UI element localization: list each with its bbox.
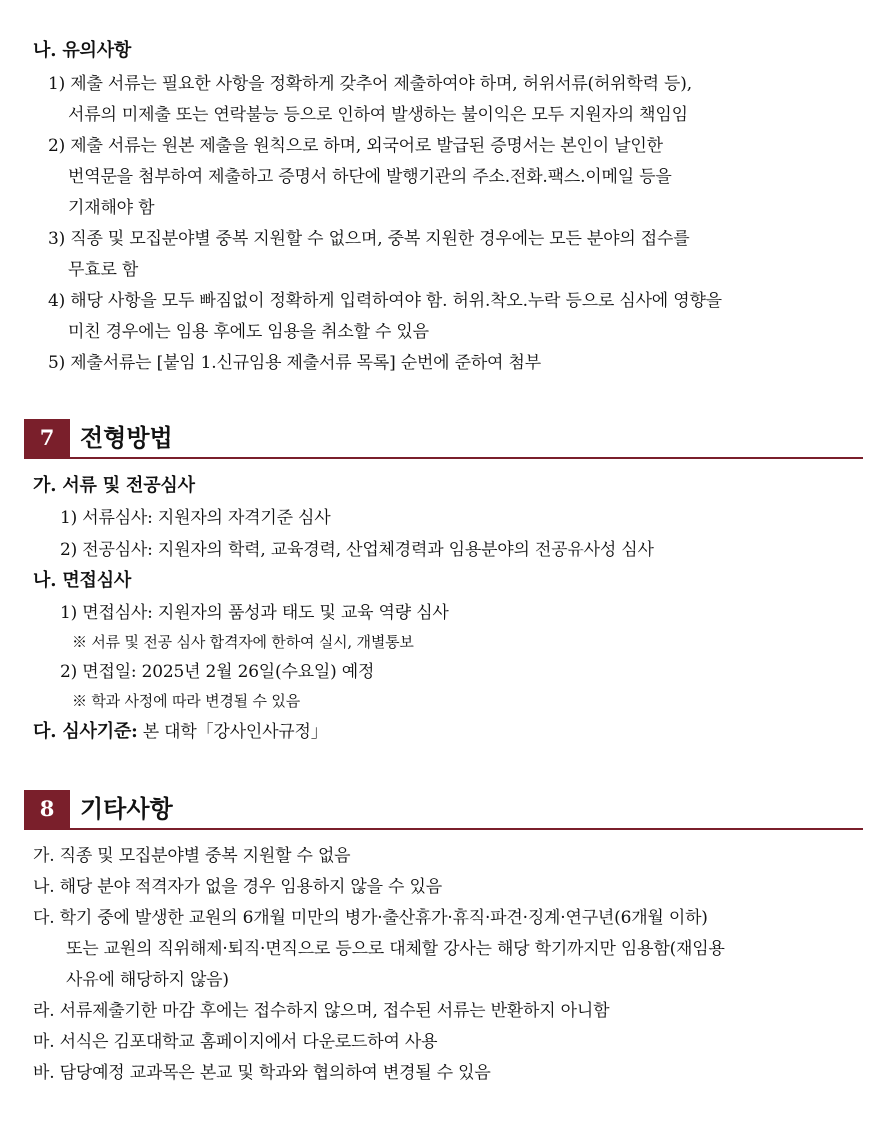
section-8-item-ga: 가. 직종 및 모집분야별 중복 지원할 수 없음 [33,846,351,866]
notes-heading: 나. 유의사항 [33,40,132,61]
section-8-item-da-line-2: 또는 교원의 직위해제·퇴직·면직으로 등으로 대체할 강사는 해당 학기까지만 임용함(재임용 [66,939,725,959]
section-7-header [24,419,863,459]
section-8-item-ba: 바. 담당예정 교과목은 본교 및 학과와 협의하여 변경될 수 있음 [33,1063,491,1083]
section-8-item-na: 나. 해당 분야 적격자가 없을 경우 임용하지 않을 수 있음 [33,877,442,897]
notes-item-2-line-1: 2) 제출 서류는 원본 제출을 원칙으로 하며, 외국어로 발급된 증명서는 본인이 날인한 [48,136,663,156]
section-7-da-text: 본 대학「강사인사규정」 [137,722,328,742]
notes-item-4-line-2: 미친 경우에는 임용 후에도 임용을 취소할 수 있음 [68,322,429,342]
section-7-da [33,720,328,744]
section-8-number: 8 [24,790,70,828]
section-8-item-da-line-1: 다. 학기 중에 발생한 교원의 6개월 미만의 병가·출산휴가·휴직·파견·징계·연구년(6개월 이하) [33,908,708,928]
notes-item-3-line-2: 무효로 함 [68,260,139,280]
section-7-na-item-1-note: ※ 서류 및 전공 심사 합격자에 한하여 실시, 개별통보 [72,633,414,651]
section-7-title: 전형방법 [80,423,173,452]
section-7-na-item-2-note: ※ 학과 사정에 따라 변경될 수 있음 [72,692,300,710]
notes-item-4-line-1: 4) 해당 사항을 모두 빠짐없이 정확하게 입력하여야 함. 허위.착오.누락 등으로 심사에 영향을 [48,291,722,311]
section-7-sub-ga: 가. 서류 및 전공심사 [33,475,195,496]
section-7-na-item-2: 2) 면접일: 2025년 2월 26일(수요일) 예정 [60,662,375,682]
notes-item-2-line-2: 번역문을 첨부하여 제출하고 증명서 하단에 발행기관의 주소.전화.팩스.이메일 등을 [68,167,672,187]
section-7-ga-item-2: 2) 전공심사: 지원자의 학력, 교육경력, 산업체경력과 임용분야의 전공유사성 심사 [60,540,654,560]
section-7-ga-item-1: 1) 서류심사: 지원자의 자격기준 심사 [60,508,331,528]
section-7-na-item-1: 1) 면접심사: 지원자의 품성과 태도 및 교육 역량 심사 [60,603,449,623]
notes-item-2-line-3: 기재해야 함 [68,198,155,218]
notes-item-1-line-1: 1) 제출 서류는 필요한 사항을 정확하게 갖추어 제출하여야 하며, 허위서류(허위학력 등), [48,74,692,94]
section-7-sub-na: 나. 면접심사 [33,570,132,591]
section-8-item-ma: 마. 서식은 김포대학교 홈페이지에서 다운로드하여 사용 [33,1032,438,1052]
section-8-item-da-line-3: 사유에 해당하지 않음) [66,970,229,990]
notes-item-1-line-2: 서류의 미제출 또는 연락불능 등으로 인하여 발생하는 불이익은 모두 지원자의 책임임 [68,105,688,125]
section-8-title: 기타사항 [80,794,173,823]
section-8-item-ra: 라. 서류제출기한 마감 후에는 접수하지 않으며, 접수된 서류는 반환하지 아니함 [33,1001,610,1021]
notes-item-3-line-1: 3) 직종 및 모집분야별 중복 지원할 수 없으며, 중복 지원한 경우에는 모든 분야의 접수를 [48,229,690,249]
notes-item-5-line-1: 5) 제출서류는 [붙임 1.신규임용 제출서류 목록] 순번에 준하여 첨부 [48,353,541,373]
section-8-header [24,790,863,830]
section-7-number: 7 [24,419,70,457]
section-7-da-label: 다. 심사기준: [33,721,138,742]
